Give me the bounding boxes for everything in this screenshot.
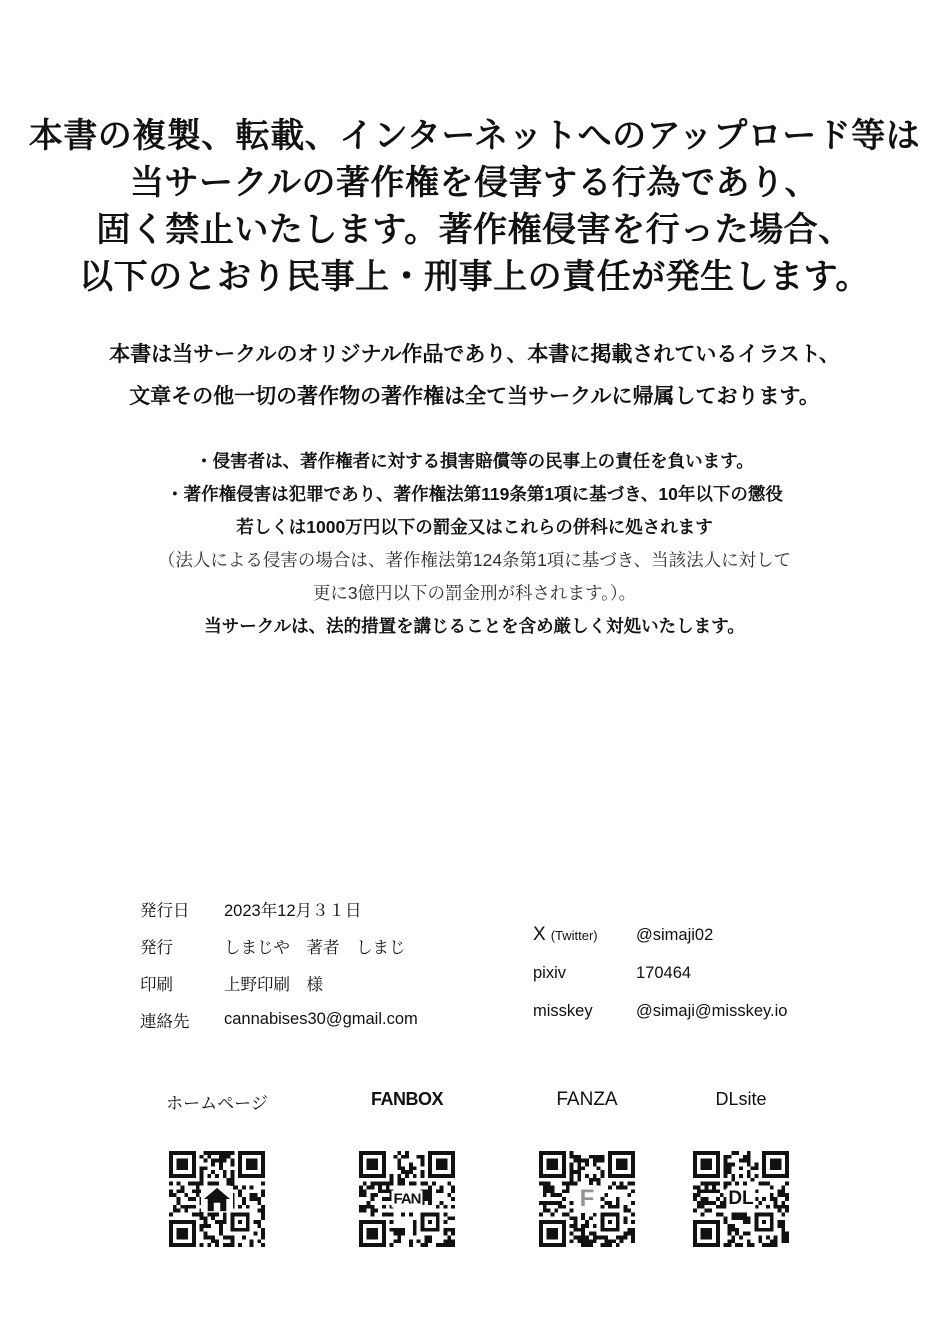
legal-line: 更に3億円以下の罰金刑が科されます。）。: [312, 583, 637, 603]
publication-row: [140, 1001, 418, 1038]
social-links: [533, 916, 787, 1030]
publication-date: 2023年12月３１日: [224, 901, 362, 920]
legal-line: （法人による侵害の場合は、著作権法第124条第1項に基づき、当該法人に対して: [157, 550, 792, 570]
legal-line: 当サークルは、法的措置を講じることを含め厳しく対処いたします。: [204, 616, 745, 636]
warning-heading-line: 当サークルの著作権を侵害する行為であり、: [130, 164, 819, 202]
legal-line: ・侵害者は、著作権者に対する損害賠償等の民事上の責任を負います。: [195, 451, 754, 471]
printer-value: 上野印刷 様: [224, 975, 323, 994]
pixiv-label: pixiv: [533, 963, 567, 982]
ownership-statement: [0, 334, 949, 418]
qr-code-dlsite: [693, 1151, 789, 1247]
dlsite-badge: DL: [728, 1188, 754, 1209]
qr-label-fanbox: FANBOX: [370, 1089, 443, 1109]
publication-row: [140, 927, 418, 964]
publisher-label: 発行: [140, 938, 173, 957]
misskey-label: misskey: [533, 1001, 593, 1020]
copyright-warning-heading: [0, 113, 949, 301]
printer-label: 印刷: [140, 975, 173, 994]
publication-info: [140, 890, 418, 1038]
legal-line: 若しくは1000万円以下の罰金又はこれらの併科に処されます: [236, 517, 713, 537]
x-twitter-label: X (Twitter): [533, 924, 598, 945]
home-icon: [201, 1186, 233, 1212]
warning-heading-line: 本書の複製、転載、インターネットへのアップロード等は: [28, 117, 921, 155]
social-row: [533, 916, 787, 954]
ownership-line: 本書は当サークルのオリジナル作品であり、本書に掲載されているイラスト、: [109, 343, 840, 366]
pixiv-id: 170464: [636, 963, 692, 982]
social-row: [533, 954, 787, 992]
qr-label-homepage: ホームページ: [166, 1094, 268, 1113]
fanbox-badge: FAN: [393, 1190, 421, 1208]
qr-code-fanbox: [359, 1151, 455, 1247]
social-row: [533, 992, 787, 1030]
warning-heading-line: 以下のとおり民事上・刑事上の責任が発生します。: [79, 258, 870, 296]
ownership-line: 文章その他一切の著作物の著作権は全て当サークルに帰属しております。: [129, 385, 820, 408]
legal-line: ・著作権侵害は犯罪であり、著作権法第119条第1項に基づき、10年以下の懲役: [166, 484, 783, 504]
qr-label-fanza: FANZA: [556, 1089, 618, 1110]
contact-email: cannabises30@gmail.com: [224, 1010, 418, 1028]
publication-label: 発行日: [140, 901, 190, 920]
warning-heading-line: 固く禁止いたします。著作権侵害を行った場合、: [96, 211, 853, 249]
qr-code-homepage: [169, 1151, 265, 1247]
publication-row: [140, 890, 418, 927]
qr-code-fanza: [539, 1151, 635, 1247]
qr-label-dlsite: DLsite: [715, 1089, 767, 1109]
publication-row: [140, 964, 418, 1001]
contact-label: 連絡先: [140, 1012, 190, 1031]
legal-details: [0, 445, 949, 643]
fanza-badge: F: [579, 1185, 595, 1212]
publisher-value: しまじや 著者 しまじ: [224, 938, 406, 957]
misskey-handle: @simaji@misskey.io: [636, 1001, 788, 1020]
x-twitter-handle: @simaji02: [636, 925, 714, 944]
